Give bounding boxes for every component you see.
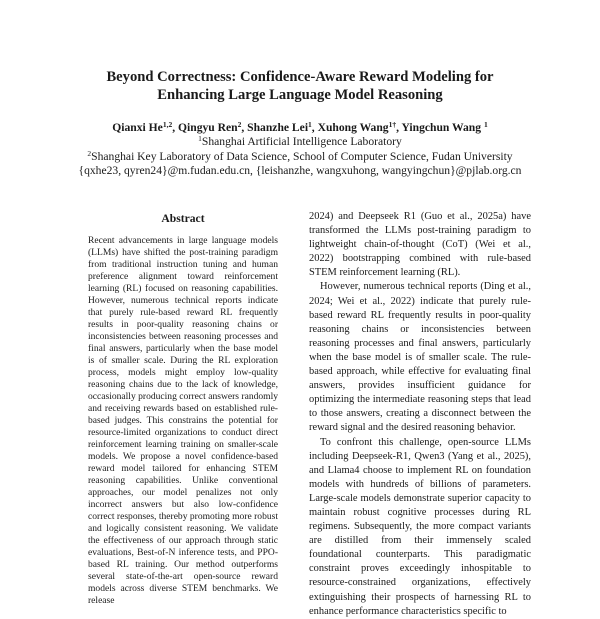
affiliation-mark: 1: [198, 134, 202, 143]
author-emails: {qxhe23, qyren24}@m.fudan.edu.cn, {leishanzhe, wangxuhong, wangyingchun}@pjlab.org.cn: [78, 164, 522, 177]
affiliation-mark: 2: [87, 148, 92, 158]
author-list: Qianxi He$^{1,2}$, Qingyu Ren$^2$, Shanzhe Lei$^1$, Xuhong Wang$^{1\dagger}$, Yingchun Wang $^1$: [112, 120, 488, 134]
author-name: Xuhong Wang: [317, 121, 389, 134]
paper-title: [0, 68, 600, 104]
body-paragraph: 2024) and Deepseek R1 (Guo et al., 2025a) have transformed the LLMs post-training paradigm to lightweight chain-of-thought (CoT) (Wei et al., 2022) bootstrapping combined with rule-based STEM reinforcement learning (RL).: [309, 211, 531, 279]
affiliation-text: Shanghai Artificial Intelligence Laboratory: [201, 135, 402, 148]
author-affiliation-mark: 1: [308, 120, 312, 129]
title-line: Beyond Correctness: Confidence-Aware Reward Modeling for: [106, 69, 494, 85]
author-affiliation-mark: 2: [237, 120, 242, 129]
author-affiliation-mark: 1,2: [162, 120, 173, 129]
author-name: Qingyu Ren: [178, 121, 238, 134]
author-name: Qianxi He: [112, 121, 163, 134]
affiliation: [0, 150, 600, 165]
introduction-column: [309, 210, 531, 619]
author-affiliation-mark: 1: [483, 120, 488, 129]
author-affiliation-mark: 1†: [388, 120, 397, 129]
author-block: [0, 121, 600, 179]
abstract-text: Recent advancements in large language models (LLMs) have shifted the post-training paradigm from traditional instruction tuning and human preference alignment toward reinforcement learning (RL) focused on reasoning capabilities. However, numerous technical reports indicate that purely rule-based reward RL frequently results in poor-quality reasoning chains or inconsistencies between reasoning processes and final answers, particularly when the base model is of smaller scale. During the RL exploration process, models might employ low-quality reasoning chains due to the lack of knowledge, occasionally producing correct answers randomly and receiving rewards based on established rule-based judges. This constrains the potential for resource-limited organizations to conduct direct reinforcement learning training on smaller-scale models. We propose a novel confidence-based reward model tailored for enhancing STEM reasoning capabilities. Unlike conventional approaches, our model penalizes not only incorrect answers but also low-confidence correct responses, thereby promoting more robust and logically consistent reasoning. We validate the effectiveness of our approach through static evaluations, Best-of-N inference tests, and PPO-based RL training. Our method outperforms several state-of-the-art open-source reward models across diverse STEM benchmarks. We release: [88, 235, 278, 606]
body-paragraph: However, numerous technical reports (Ding et al., 2024; Wei et al., 2022) indicate that purely rule-based reward RL frequently results in poor-quality reasoning chains or inconsistencies between reasoning processes and final answers, particularly when the base model is of smaller scale. The rule-based approach, while effective for evaluating final answers, provides insufficient guidance for optimizing the intermediate reasoning steps that lead to those answers, creating a disconnect between the reward signal and the desired reasoning behavior.: [309, 281, 531, 434]
title-line: Enhancing Large Language Model Reasoning: [157, 87, 443, 103]
affiliation: [0, 135, 600, 150]
affiliation-text: Shanghai Key Laboratory of Data Science, School of Computer Science, Fudan University: [91, 149, 513, 163]
abstract-heading: Abstract: [161, 212, 205, 225]
author-name: Shanzhe Lei: [247, 121, 309, 134]
body-paragraph: To confront this challenge, open-source LLMs including Deepseek-R1, Qwen3 (Yang et al., 2025), and Llama4 choose to implement RL on foundation models with hundreds of billions of parameters. Large-scale models demonstrate superior capacity to maintain robust cognitive processes during RL regimens. Subsequently, the more compact variants are distilled from their immensely scaled foundational counterparts. This paradigmatic constraint proves exceedingly inhospitable to resource-constrained organizations, effectively extinguishing their prospects of harnessing RL to enhance performance characteristics specific to: [309, 436, 531, 617]
author-name: Yingchun Wang: [401, 121, 482, 134]
